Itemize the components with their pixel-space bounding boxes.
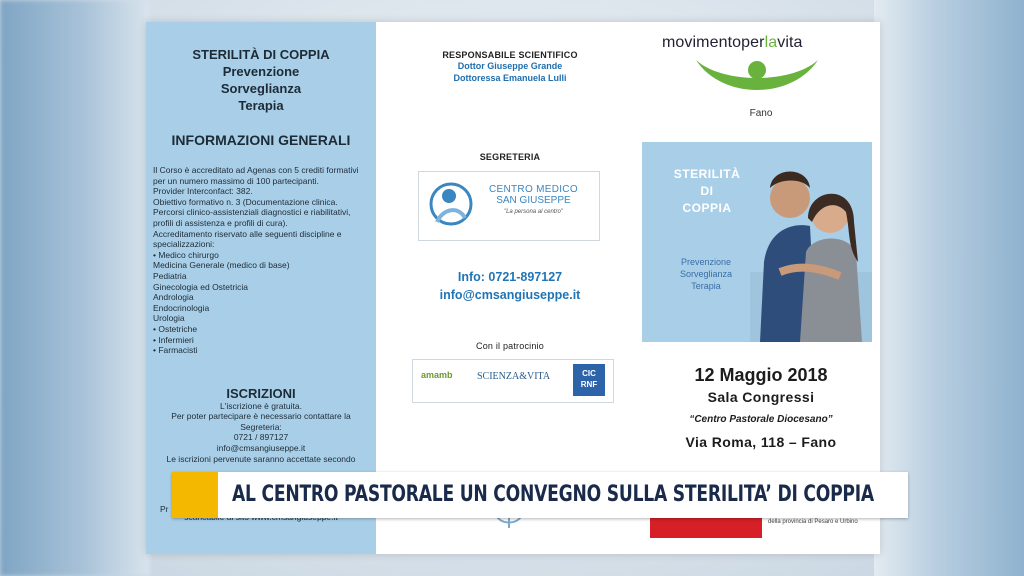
iscrizioni-line: L'iscrizione è gratuita. [220, 400, 302, 411]
info-line: Urologia [153, 313, 185, 324]
event-address: Via Roma, 118 – Fano [685, 434, 837, 450]
hero-title-line: STERILITÀ [673, 167, 741, 181]
brand-prefix: movimento [662, 34, 742, 51]
hero-sub-line: Terapia [691, 281, 721, 291]
centro-medico-line1: CENTRO MEDICO [489, 184, 578, 195]
responsabile-name-2: Dottoressa Emanuela Lulli [453, 73, 567, 83]
info-line: • Ostetriche [153, 323, 198, 334]
info-heading: INFORMAZIONI GENERALI [171, 132, 351, 148]
blurred-background-left [0, 0, 150, 576]
left-title-2: Prevenzione [222, 64, 300, 79]
hero-title-line: DI [700, 184, 714, 198]
info-line: per un numero massimo di 100 partecipanti. [153, 175, 319, 186]
event-hall: Sala Congressi [707, 389, 815, 405]
brand-figure-icon [692, 56, 822, 104]
ticker-headline: AL CENTRO PASTORALE UN CONVEGNO SULLA STERILITA’ DI COPPIA [232, 482, 874, 507]
iscrizioni-line: Le iscrizioni pervenute saranno accettate secondo [166, 453, 356, 464]
partial-text-left: Pr [160, 504, 169, 514]
hero-sub-line: Prevenzione [680, 257, 732, 267]
sponsor-amamb: amamb [421, 370, 453, 380]
centro-medico-tagline: "La persona al centro" [503, 209, 563, 215]
iscrizioni-line: Segreteria: [240, 421, 282, 432]
info-line: • Infermieri [153, 334, 194, 345]
patrocinio-label: Con il patrocinio [476, 341, 544, 351]
brand-city: Fano [749, 108, 773, 119]
responsabile-name-1: Dottor Giuseppe Grande [457, 61, 563, 71]
hero-title-line: COPPIA [682, 201, 732, 215]
responsabile-label: RESPONSABILE SCIENTIFICO [442, 50, 578, 60]
left-title-3: Sorveglianza [220, 81, 302, 96]
info-email: info@cmsangiuseppe.it [439, 288, 581, 302]
info-line: specializzazioni: [153, 239, 215, 250]
hero-title [662, 166, 752, 217]
hero-subtitle [658, 256, 754, 292]
info-line: Accreditamento riservato alle seguenti discipline e [153, 228, 342, 239]
info-line: Andrologia [153, 292, 194, 303]
sponsor-cic: CIC RNF [573, 364, 605, 396]
ticker-accent [172, 472, 218, 518]
left-title-4: Terapia [238, 98, 284, 113]
info-line: Pediatria [153, 270, 187, 281]
info-line: Endocrinologia [153, 302, 210, 313]
patrocinio-logos [412, 359, 614, 403]
segreteria-label: SEGRETERIA [479, 152, 541, 162]
info-line: Ginecologia ed Ostetricia [153, 281, 248, 292]
left-title-1: STERILITÀ DI COPPIA [192, 47, 330, 62]
hero-sub-line: Sorveglianza [679, 269, 733, 279]
info-line: • Medico chirurgo [153, 249, 219, 260]
couple-photo [750, 152, 872, 342]
info-body [146, 165, 376, 356]
brand-middle: per [741, 34, 765, 51]
info-line: Medicina Generale (medico di base) [153, 260, 290, 271]
info-line: Provider Interconfact: 382. [153, 186, 253, 197]
event-center: “Centro Pastorale Diocesano” [689, 414, 833, 425]
news-ticker [172, 472, 908, 518]
centro-medico-emblem-icon [429, 178, 475, 234]
provincia-text: della provincia di Pesaro e Urbino [768, 519, 858, 525]
event-date: 12 Maggio 2018 [694, 365, 828, 385]
hero-block [642, 142, 872, 342]
info-line: profili di assistenza e profili di cura). [153, 217, 288, 228]
centro-medico-logo [418, 171, 600, 241]
iscrizioni-line: Per poter partecipare è necessario contattare la [171, 411, 351, 422]
movimento-per-la-vita-logo [662, 34, 803, 52]
contact-block [390, 268, 630, 304]
info-line: Obiettivo formativo n. 3 (Documentazione clinica. [153, 196, 338, 207]
brand-suffix: vita [777, 34, 803, 51]
brand-la: la [764, 34, 778, 51]
sponsor-scienza-vita: SCIENZA&VITA [477, 371, 551, 382]
info-line: Percorsi clinico-assistenziali diagnostici e riabilitativi, [153, 207, 351, 218]
centro-medico-line2: SAN GIUSEPPE [496, 195, 571, 206]
iscrizioni-body [146, 401, 376, 465]
info-line: Il Corso è accreditato ad Agenas con 5 crediti formativi [153, 165, 359, 175]
centro-medico-text [489, 184, 578, 215]
iscrizioni-line: info@cmsangiuseppe.it [216, 443, 306, 454]
info-phone: Info: 0721-897127 [457, 270, 563, 284]
iscrizioni-line: 0721 / 897127 [233, 432, 289, 443]
info-line: • Farmacisti [153, 345, 198, 356]
iscrizioni-heading: ISCRIZIONI [226, 385, 296, 401]
